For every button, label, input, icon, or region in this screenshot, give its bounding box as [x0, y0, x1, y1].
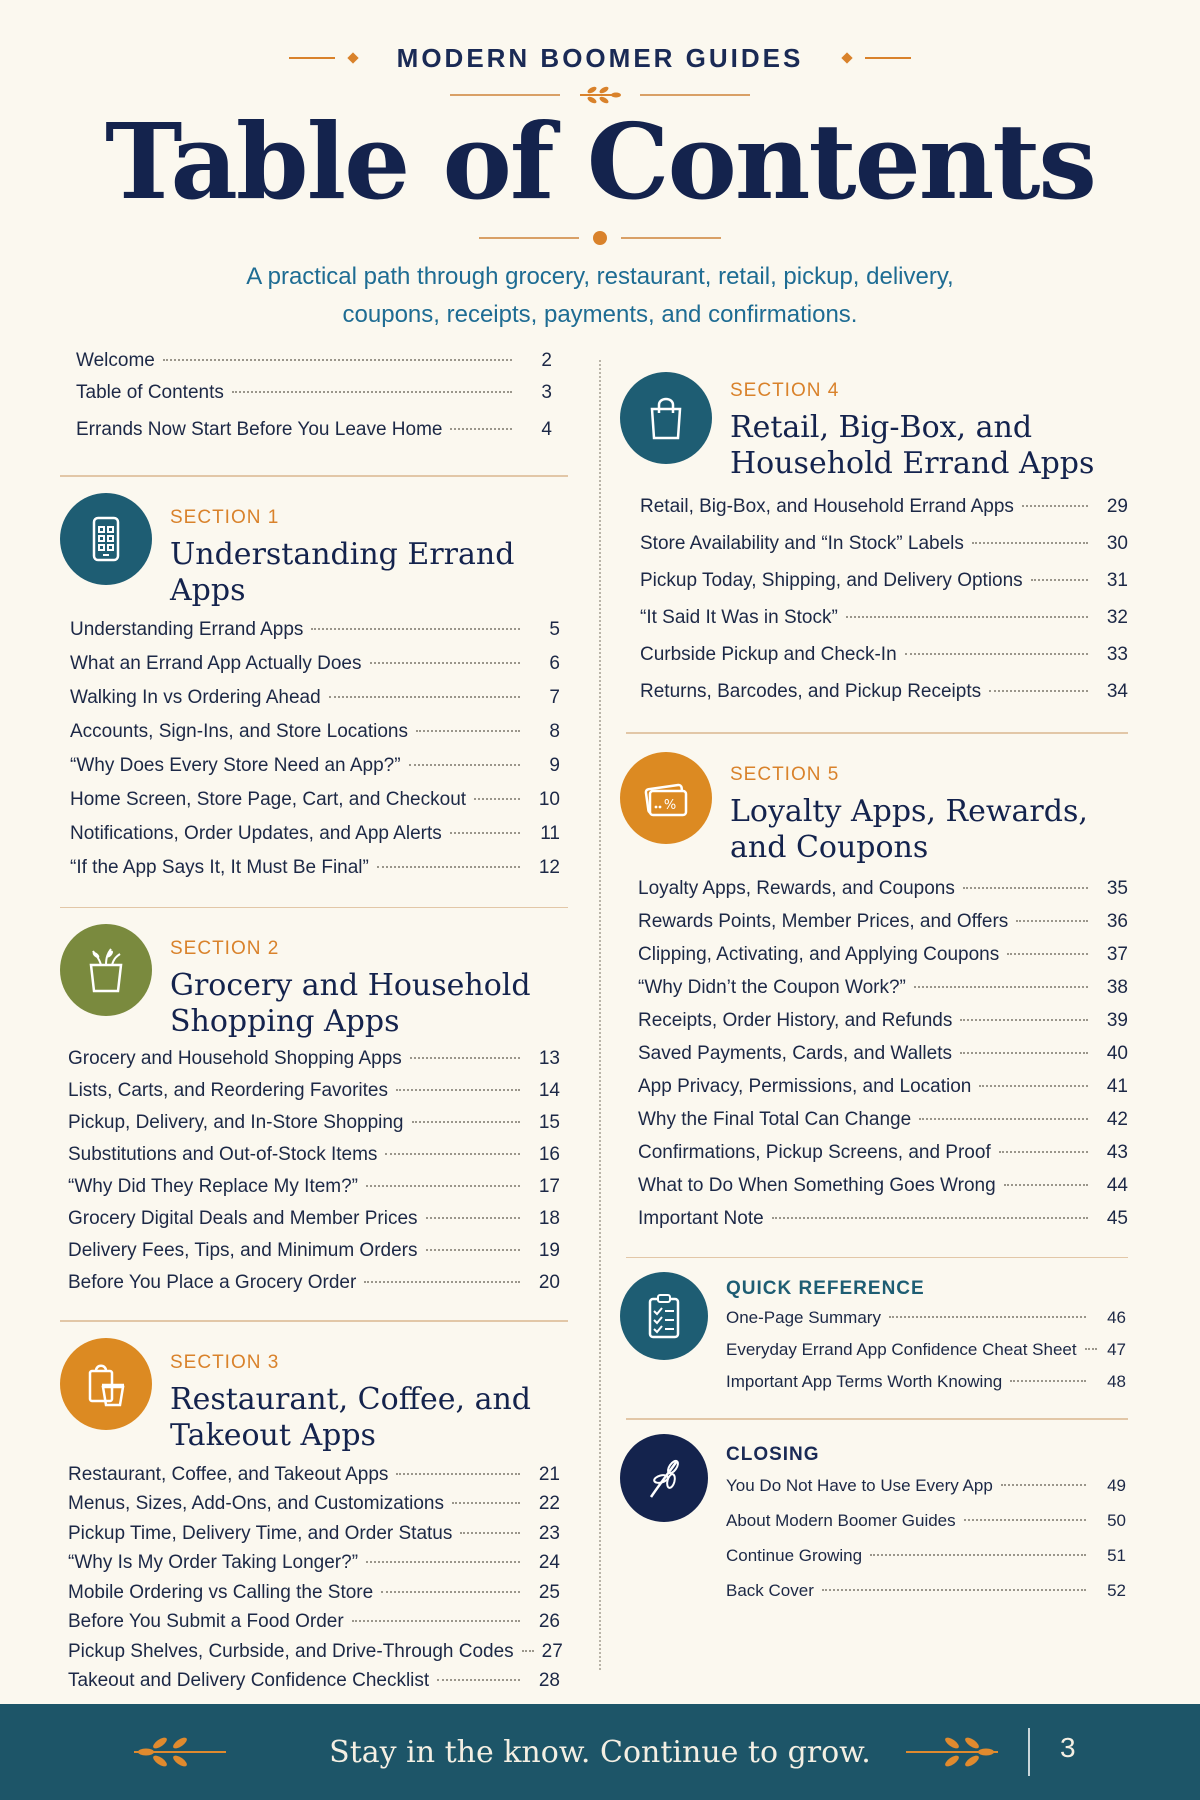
title-ornament: [0, 228, 1200, 248]
diamond-icon: [347, 52, 358, 63]
toc-entry[interactable]: Why the Final Total Can Change 42: [638, 1108, 1128, 1130]
toc-entry[interactable]: Pickup, Delivery, and In-Store Shopping 15: [68, 1112, 560, 1133]
section-3-list: [60, 1463, 563, 1700]
section-5-header: [620, 752, 1128, 866]
section-title: Restaurant, Coffee, and Takeout Apps: [170, 1381, 531, 1453]
section-4-header: [620, 372, 1128, 482]
toc-entry[interactable]: About Modern Boomer Guides 50: [726, 1510, 1126, 1530]
toc-entry[interactable]: Delivery Fees, Tips, and Minimum Orders 19: [68, 1240, 560, 1261]
toc-entry[interactable]: Home Screen, Store Page, Cart, and Checkout 10: [70, 788, 560, 810]
dot-icon: [593, 231, 607, 245]
intro-list: [60, 350, 552, 451]
section-label: SECTION 3: [170, 1351, 280, 1373]
section-2-list: [60, 1048, 560, 1304]
toc-entry[interactable]: “Why Is My Order Taking Longer?” 24: [68, 1552, 560, 1573]
column-divider: [599, 360, 601, 1670]
quick-reference-header: [620, 1272, 1128, 1404]
toc-entry[interactable]: What an Errand App Actually Does 6: [70, 652, 560, 674]
smartphone-icon: [60, 493, 152, 585]
section-1-header: [60, 493, 570, 609]
subtitle-line: coupons, receipts, payments, and confirmations.: [342, 301, 858, 328]
toc-entry[interactable]: Takeout and Delivery Confidence Checklist 28: [68, 1670, 560, 1691]
divider: [626, 1418, 1128, 1420]
section-title: Retail, Big-Box, and Household Errand Apps: [730, 410, 1095, 481]
toc-entry[interactable]: “Why Does Every Store Need an App?” 9: [70, 754, 560, 776]
toc-entry[interactable]: “It Said It Was in Stock” 32: [640, 607, 1128, 628]
toc-entry[interactable]: What to Do When Something Goes Wrong 44: [638, 1174, 1128, 1196]
toc-entry[interactable]: Grocery and Household Shopping Apps 13: [68, 1048, 560, 1069]
toc-entry[interactable]: Confirmations, Pickup Screens, and Proof 43: [638, 1141, 1128, 1163]
section-title: Loyalty Apps, Rewards, and Coupons: [730, 793, 1088, 865]
toc-entry[interactable]: Continue Growing 51: [726, 1545, 1126, 1565]
svg-text:%: %: [663, 797, 677, 813]
toc-entry[interactable]: Back Cover 52: [726, 1580, 1126, 1600]
section-4-list: [620, 496, 1128, 718]
toc-entry[interactable]: Understanding Errand Apps 5: [70, 618, 560, 640]
toc-entry[interactable]: One-Page Summary 46: [726, 1308, 1126, 1327]
toc-entry[interactable]: You Do Not Have to Use Every App 49: [726, 1475, 1126, 1495]
section-title: Grocery and Household Shopping Apps: [170, 968, 531, 1039]
section-2-header: [60, 924, 570, 1040]
toc-entry[interactable]: “Why Did They Replace My Item?” 17: [68, 1176, 560, 1197]
toc-entry[interactable]: Rewards Points, Member Prices, and Offers 36: [638, 910, 1128, 932]
toc-entry[interactable]: Pickup Today, Shipping, and Delivery Options 31: [640, 570, 1128, 591]
toc-entry[interactable]: Welcome 2: [76, 350, 552, 371]
closing-header: [620, 1434, 1128, 1616]
toc-entry[interactable]: Lists, Carts, and Reordering Favorites 14: [68, 1080, 560, 1101]
left-column: [60, 350, 570, 1700]
toc-entry[interactable]: Curbside Pickup and Check-In 33: [640, 644, 1128, 665]
section-label: SECTION 4: [730, 380, 840, 401]
toc-entry[interactable]: Errands Now Start Before You Leave Home 4: [76, 419, 552, 440]
toc-entry[interactable]: Important App Terms Worth Knowing 48: [726, 1372, 1126, 1391]
section-title: Understanding Errand Apps: [170, 536, 515, 608]
toc-entry[interactable]: Before You Submit a Food Order 26: [68, 1611, 560, 1632]
brand-rule-left: [289, 57, 335, 59]
toc-entry[interactable]: Notifications, Order Updates, and App Alerts 11: [70, 822, 560, 844]
toc-entry[interactable]: Pickup Time, Delivery Time, and Order Status 23: [68, 1522, 560, 1544]
section-5-list: [620, 878, 1128, 1241]
section-label: CLOSING: [726, 1443, 820, 1465]
leaf-sprig-icon: [620, 1434, 708, 1522]
toc-entry[interactable]: “Why Didn’t the Coupon Work?” 38: [638, 976, 1128, 998]
page-title: Table of Contents: [105, 100, 1095, 223]
section-3-header: [60, 1338, 570, 1454]
toc-entry[interactable]: Everyday Errand App Confidence Cheat Sheet 47: [726, 1340, 1126, 1359]
section-label: SECTION 5: [730, 763, 840, 785]
toc-entry[interactable]: Important Note 45: [638, 1207, 1128, 1229]
toc-entry[interactable]: Table of Contents 3: [76, 382, 552, 403]
shopping-bag-icon: [620, 372, 712, 464]
page-number: 3: [1060, 1732, 1076, 1763]
toc-entry[interactable]: Accounts, Sign-Ins, and Store Locations 8: [70, 720, 560, 742]
section-1-list: [60, 619, 560, 891]
toc-entry[interactable]: Substitutions and Out-of-Stock Items 16: [68, 1144, 560, 1165]
closing-list: [726, 1476, 1126, 1616]
divider: [626, 1257, 1128, 1259]
right-column: [620, 372, 1128, 1616]
takeout-icon: [60, 1338, 152, 1430]
toc-entry[interactable]: Before You Place a Grocery Order 20: [68, 1272, 560, 1293]
footer-tagline: Stay in the know. Continue to grow.: [329, 1734, 871, 1770]
sprig-icon: [902, 1730, 1002, 1774]
toc-entry[interactable]: “If the App Says It, It Must Be Final” 12: [70, 856, 560, 878]
divider: [60, 1320, 568, 1322]
clipboard-checklist-icon: [620, 1272, 708, 1360]
toc-entry[interactable]: Walking In vs Ordering Ahead 7: [70, 686, 560, 708]
diamond-icon: [842, 52, 853, 63]
divider: [626, 732, 1128, 734]
brand-rule-right: [865, 57, 911, 59]
toc-entry[interactable]: Receipts, Order History, and Refunds 39: [638, 1009, 1128, 1031]
subtitle-line: A practical path through grocery, restaurant, retail, pickup, delivery,: [246, 263, 954, 290]
quick-reference-list: [726, 1308, 1126, 1404]
toc-entry[interactable]: Loyalty Apps, Rewards, and Coupons 35: [638, 877, 1128, 899]
section-label: SECTION 1: [170, 506, 280, 528]
toc-entry[interactable]: Returns, Barcodes, and Pickup Receipts 34: [640, 681, 1128, 702]
footer-banner: [0, 1704, 1200, 1800]
toc-entry[interactable]: App Privacy, Permissions, and Location 41: [638, 1075, 1128, 1097]
toc-entry[interactable]: Saved Payments, Cards, and Wallets 40: [638, 1042, 1128, 1064]
toc-entry[interactable]: Menus, Sizes, Add-Ons, and Customizations 22: [68, 1493, 560, 1514]
brand-row: [0, 40, 1200, 76]
footer-separator: [1028, 1728, 1030, 1776]
toc-entry[interactable]: Pickup Shelves, Curbside, and Drive-Through Codes 27: [68, 1640, 563, 1662]
grocery-bag-icon: [60, 924, 152, 1016]
divider: [60, 475, 568, 477]
brand-name: MODERN BOOMER GUIDES: [396, 42, 804, 73]
section-label: QUICK REFERENCE: [726, 1278, 925, 1299]
toc-entry[interactable]: Grocery Digital Deals and Member Prices 18: [68, 1208, 560, 1229]
toc-entry[interactable]: Store Availability and “In Stock” Labels 30: [640, 533, 1128, 554]
toc-entry[interactable]: Clipping, Activating, and Applying Coupons 37: [638, 943, 1128, 965]
subtitle: [150, 258, 1050, 334]
toc-entry[interactable]: Restaurant, Coffee, and Takeout Apps 21: [68, 1463, 560, 1485]
section-label: SECTION 2: [170, 938, 280, 959]
divider: [60, 907, 568, 909]
toc-entry[interactable]: Retail, Big-Box, and Household Errand Apps 29: [640, 496, 1128, 517]
coupon-card-icon: [620, 752, 712, 844]
toc-entry[interactable]: Mobile Ordering vs Calling the Store 25: [68, 1581, 560, 1603]
